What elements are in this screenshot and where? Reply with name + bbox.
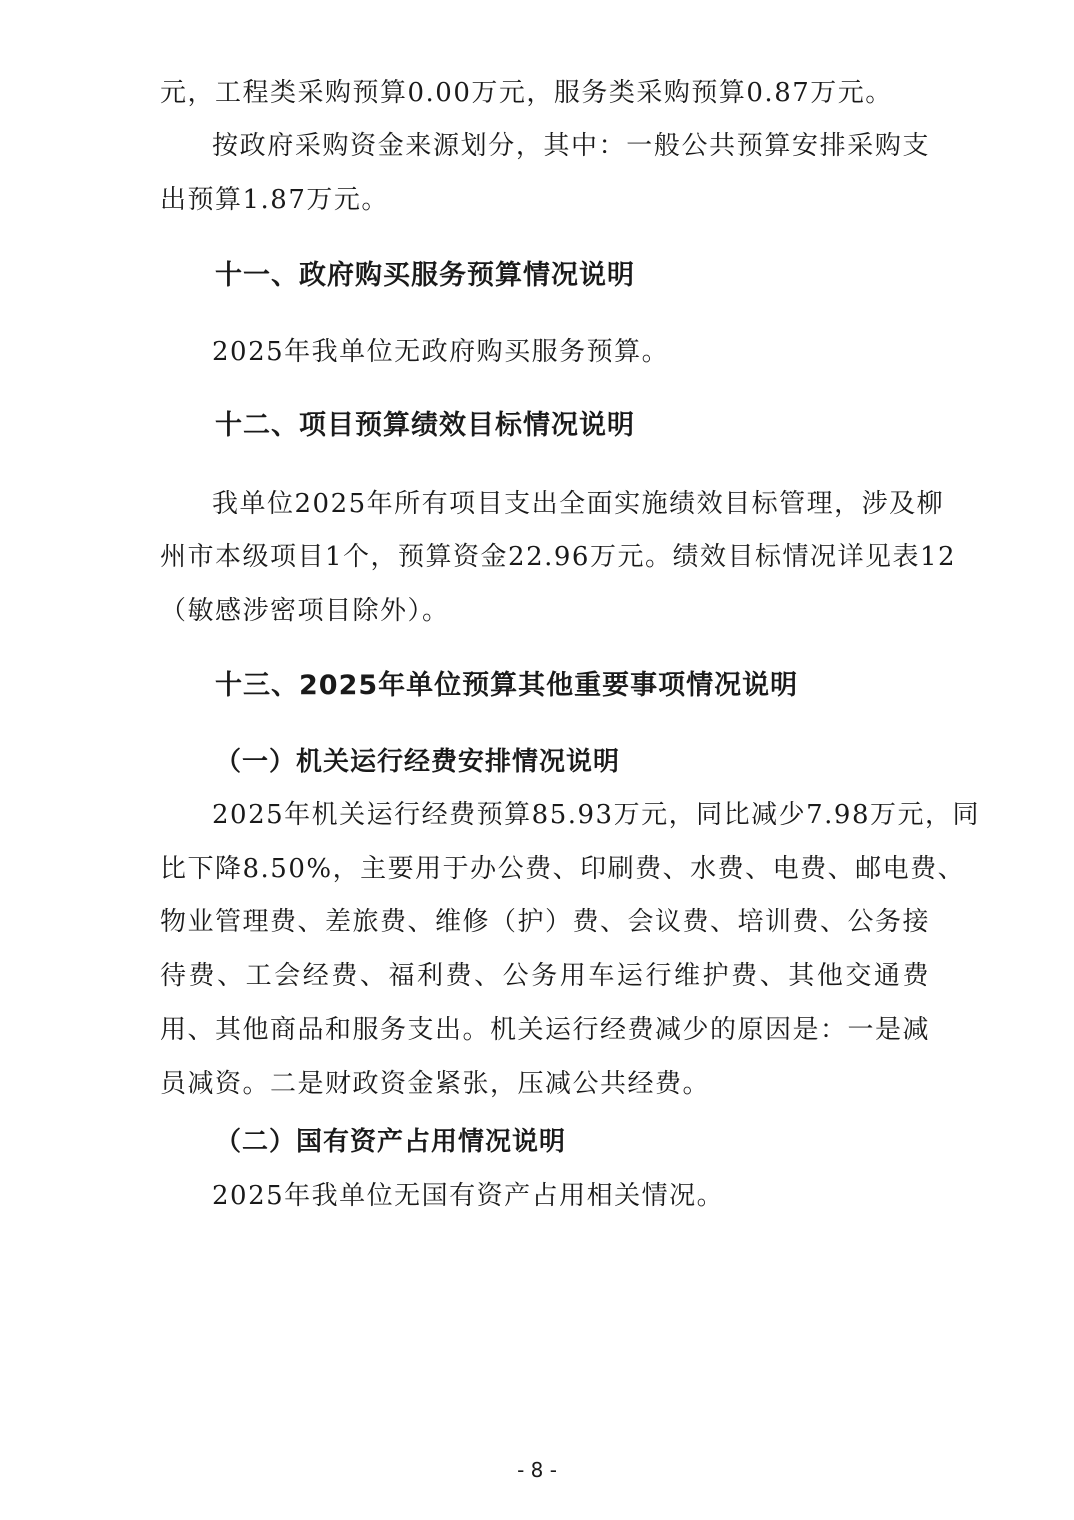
- paragraph-procurement-types-line: 元，工程类采购预算0.00万元，服务类采购预算0.87万元。: [160, 78, 893, 108]
- paragraph-operating-costs-line-1: 2025年机关运行经费预算85.93万元，同比减少7.98万元，同: [212, 800, 980, 830]
- paragraph-operating-costs-line-4: 待费、工会经费、福利费、公务用车运行维护费、其他交通费: [160, 961, 930, 991]
- paragraph-state-assets: 2025年我单位无国有资产占用相关情况。: [212, 1181, 725, 1211]
- paragraph-operating-costs-line-5: 用、其他商品和服务支出。机关运行经费减少的原因是：一是减: [160, 1015, 931, 1045]
- subsection-heading-state-assets: （二）国有资产占用情况说明: [215, 1127, 567, 1157]
- paragraph-performance-line-3: （敏感涉密项目除外）。: [160, 596, 450, 626]
- page-number: - 8 -: [517, 1458, 557, 1482]
- section-heading-12: 十二、项目预算绩效目标情况说明: [215, 410, 635, 441]
- section-heading-11: 十一、政府购买服务预算情况说明: [215, 260, 635, 291]
- section-heading-13: 十三、2025年单位预算其他重要事项情况说明: [215, 670, 799, 701]
- paragraph-funding-source-line-2: 出预算1.87万元。: [160, 185, 389, 215]
- paragraph-performance-line-1: 我单位2025年所有项目支出全面实施绩效目标管理，涉及柳: [212, 489, 945, 519]
- subsection-heading-operating-costs: （一）机关运行经费安排情况说明: [215, 747, 621, 777]
- paragraph-funding-source-line-1: 按政府采购资金来源划分，其中：一般公共预算安排采购支: [212, 131, 930, 161]
- paragraph-operating-costs-line-6: 员减资。二是财政资金紧张，压减公共经费。: [160, 1069, 711, 1099]
- paragraph-purchase-services: 2025年我单位无政府购买服务预算。: [212, 337, 670, 367]
- paragraph-operating-costs-line-2: 比下降8.50%，主要用于办公费、印刷费、水费、电费、邮电费、: [160, 854, 966, 884]
- paragraph-operating-costs-line-3: 物业管理费、差旅费、维修（护）费、会议费、培训费、公务接: [160, 907, 931, 937]
- paragraph-performance-line-2: 州市本级项目1个，预算资金22.96万元。绩效目标情况详见表12: [160, 542, 957, 572]
